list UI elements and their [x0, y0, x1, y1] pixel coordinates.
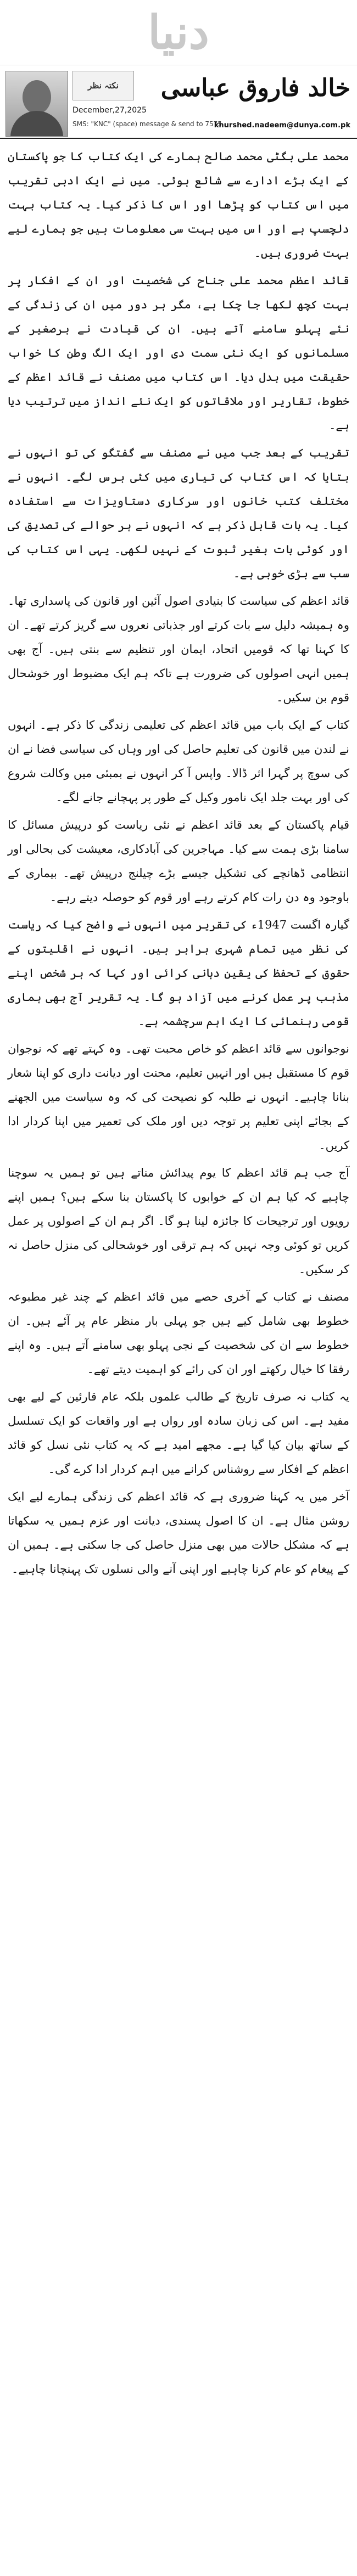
article-paragraph: یہ کتاب نہ صرف تاریخ کے طالب علموں بلکہ عام قارئین کے لیے بھی مفید ہے۔ اس کی زبان سادہ اور رواں ہے اور واقعات کو ایک تسلسل کے ساتھ بیان کیا گیا ہے۔ مجھے امید ہے کہ یہ کتاب نئی نسل کو قائد اعظم کے افکار سے روشناس کرانے میں اہم کردار ادا کرے گی۔ [8, 1390, 349, 1476]
author-photo-shoulders [10, 111, 63, 137]
article-paragraph: محمد علی بگٹی محمد صالح ہمارے کی ایک کتاب کا جو پاکستان کے ایک بڑے ادارے سے شائع ہوئی۔ میں نے ایک ادبی تقریب میں اس کتاب کو پڑھا اور اس کا ذکر کیا۔ یہ کتاب بہت دلچسپ ہے اور اس میں بہت سی معلومات ہیں جو ہمارے لیے بہت ضروری ہیں۔ [8, 150, 349, 260]
article-paragraph: قائد اعظم محمد علی جناح کی شخصیت اور ان کے افکار پر بہت کچھ لکھا جا چکا ہے، مگر ہر دور میں ان کی زندگی کے نئے پہلو سامنے آتے ہیں۔ ان کی قیادت نے برصغیر کے مسلمانوں کو ایک نئی سمت دی اور ایک الگ وطن کا خواب حقیقت میں بدل دیا۔ اس کتاب میں مصنف نے قائد اعظم کے خطوط، تقاریر اور ملاقاتوں کو ایک نئے انداز میں ترتیب دیا ہے۔ [8, 274, 349, 432]
sms-info: SMS: "KNC" (space) message & send to 7575 [72, 120, 222, 128]
article-paragraph: تقریب کے بعد جب میں نے مصنف سے گفتگو کی تو انہوں نے بتایا کہ اس کتاب کی تیاری میں کئی برس لگے۔ انہوں نے مختلف کتب خانوں اور سرکاری دستاویزات سے استفادہ کیا۔ یہ بات قابل ذکر ہے کہ انہوں نے ہر حوالے کی تصدیق کی اور کوئی بات بغیر ثبوت کے نہیں لکھی۔ یہی اس کتاب کی سب سے بڑی خوبی ہے۔ [8, 446, 349, 580]
article-paragraph: قیام پاکستان کے بعد قائد اعظم نے نئی ریاست کو درپیش مسائل کا سامنا بڑی ہمت سے کیا۔ مہاجرین کی آبادکاری، معیشت کی بحالی اور انتظامی ڈھانچے کی تشکیل جیسے بڑے چیلنج درپیش تھے۔ بیماری کے باوجود وہ دن رات کام کرتے رہے اور قوم کو حوصلہ دیتے رہے۔ [8, 818, 349, 904]
article-paragraph: مصنف نے کتاب کے آخری حصے میں قائد اعظم کے چند غیر مطبوعہ خطوط بھی شامل کیے ہیں جو پہلی بار منظر عام پر آئے ہیں۔ ان خطوط سے ان کی شخصیت کے نجی پہلو بھی سامنے آتے ہیں۔ وہ اپنے رفقا کا خیال رکھتے اور ان کی رائے کو اہمیت دیتے تھے۔ [8, 1290, 349, 1376]
article-paragraph: قائد اعظم کی سیاست کا بنیادی اصول آئین اور قانون کی پاسداری تھا۔ وہ ہمیشہ دلیل سے بات کرتے اور جذباتی نعروں سے گریز کرتے تھے۔ ان کا کہنا تھا کہ قومیں اتحاد، ایمان اور تنظیم سے بنتی ہیں۔ آج بھی ہمیں انہی اصولوں کی ضرورت ہے تاکہ ہم ایک مضبوط اور خوشحال قوم بن سکیں۔ [8, 594, 349, 704]
byline-header [0, 65, 357, 139]
article-paragraph: آج جب ہم قائد اعظم کا یوم پیدائش مناتے ہیں تو ہمیں یہ سوچنا چاہیے کہ کیا ہم ان کے خوابوں کا پاکستان بنا سکے ہیں؟ ہمیں اپنے رویوں اور ترجیحات کا جائزہ لینا ہو گا۔ اگر ہم ان کے اصولوں پر عمل کریں تو کوئی وجہ نہیں کہ ہم ترقی اور خوشحالی کی منزل حاصل نہ کر سکیں۔ [8, 1166, 349, 1276]
newspaper-logo: دنیا [148, 5, 209, 59]
article-body [0, 139, 357, 1581]
author-name: خالد فاروق عباسی [160, 74, 350, 102]
article-paragraph: گیارہ اگست 1947ء کی تقریر میں انہوں نے واضح کیا کہ ریاست کی نظر میں تمام شہری برابر ہیں۔ انہوں نے اقلیتوں کے حقوق کے تحفظ کی یقین دہانی کرائی اور کہا کہ ہر شخص اپنے مذہب پر عمل کرنے میں آزاد ہو گا۔ یہ تقریر آج بھی ہماری قومی رہنمائی کا ایک اہم سرچشمہ ہے۔ [8, 918, 350, 1028]
masthead [0, 0, 357, 65]
column-logo: نکتہ نظر [72, 71, 134, 100]
author-photo-head [23, 80, 51, 114]
author-photo [5, 71, 68, 137]
article-paragraph: کتاب کے ایک باب میں قائد اعظم کی تعلیمی زندگی کا ذکر ہے۔ انہوں نے لندن میں قانون کی تعلیم حاصل کی اور وہاں کی سیاسی فضا نے ان کی سوچ پر گہرا اثر ڈالا۔ واپس آ کر انہوں نے بمبئی میں وکالت شروع کی اور بہت جلد ایک نامور وکیل کے طور پر پہچانے جانے لگے۔ [8, 718, 349, 804]
article-paragraph: نوجوانوں سے قائد اعظم کو خاص محبت تھی۔ وہ کہتے تھے کہ نوجوان قوم کا مستقبل ہیں اور انہیں تعلیم، محنت اور دیانت داری کو اپنا شعار بنانا چاہیے۔ انہوں نے طلبہ کو نصیحت کی کہ وہ سیاست میں الجھنے کے بجائے اپنی تعلیم پر توجہ دیں اور ملک کی تعمیر میں اپنا کردار ادا کریں۔ [8, 1042, 349, 1152]
article-paragraph: آخر میں یہ کہنا ضروری ہے کہ قائد اعظم کی زندگی ہمارے لیے ایک روشن مثال ہے۔ ان کا اصول پسندی، دیانت اور عزم ہمیں یہ سکھاتا ہے کہ مشکل حالات میں بھی منزل حاصل کی جا سکتی ہے۔ ہمیں ان کے پیغام کو عام کرنا چاہیے اور اپنی آنے والی نسلوں تک پہنچانا چاہیے۔ [8, 1490, 349, 1576]
author-email: khurshed.nadeem@dunya.com.pk [214, 121, 350, 130]
publication-date: December,27,2025 [72, 106, 147, 115]
